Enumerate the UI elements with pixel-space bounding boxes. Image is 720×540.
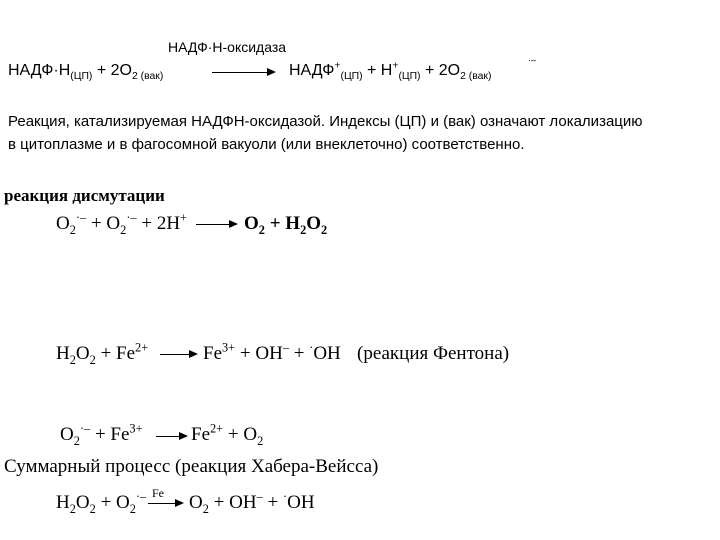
dismut-r-3: 2 [300,222,307,237]
caption-line-1: Реакция, катализируемая НАДФН-оксидазой. Индексы (ЦП) и (вак) означают локализацию [8,113,643,130]
hw-l-3: 2 [89,501,96,516]
reaction-4-right [191,421,264,448]
r4-r-2: + O [223,424,258,445]
hw-l-1: 2 [69,501,76,516]
product-nadp: НАДФ [289,62,335,79]
reaction-1-left [8,62,164,83]
reaction-4-left [60,421,143,448]
haber-weiss-left [56,489,147,516]
fenton-r-3: – [282,340,289,355]
hw-l-2: O [75,492,90,513]
fenton-l-4: + Fe [95,343,136,364]
product-nadp-loc: (ЦП) [340,71,363,83]
r4-l-3: + Fe [90,424,130,445]
dismut-l-4: 2 [120,222,127,237]
fenton-l-3: 2 [89,352,96,367]
r4-r-3: 2 [257,433,264,448]
r4-l-2: ·– [79,421,91,436]
haber-weiss-right [189,489,315,516]
fenton-l-1: 2 [69,352,76,367]
product-proton: + Н [367,62,393,79]
fenton-r-5: · [309,340,314,355]
haber-weiss-title: Суммарный процесс (реакция Хабера-Вейсса) [4,456,379,477]
dismut-l-0: O [56,213,70,234]
caption-line-2: в цитоплазме и в фагосомной вакуоли (или внеклеточно) соответственно. [8,136,525,153]
hw-r-4: + [262,492,283,513]
fenton-l-2: O [75,343,90,364]
dismut-r-1: 2 [258,222,265,237]
reactant-nadph: НАДФ·Н [8,62,71,79]
dismut-r-2: + H [264,213,301,234]
product-superoxide: + 2O [424,62,461,79]
product-proton-charge: + [392,60,399,72]
fenton-right [203,340,341,364]
dismutation-title: реакция дисмутации [4,186,165,205]
fenton-left [56,340,149,367]
dismut-l-2: ·– [75,210,87,225]
fenton-r-4: + [288,343,310,364]
r4-r-0: Fe [191,424,210,445]
haber-weiss-arrow [148,503,182,504]
hw-l-4: + O [95,492,130,513]
hw-r-6: OH [287,492,315,513]
haber-weiss-catalyst: Fe [152,486,164,500]
hw-r-0: O [189,492,203,513]
dismut-r-4: O [306,213,322,234]
dismut-r-0: O [244,213,259,234]
superoxide-mark: ·– [528,55,537,65]
r4-r-1: 2+ [210,421,224,436]
hw-l-5: 2 [129,501,136,516]
hw-r-5: · [282,489,288,504]
reaction-4-arrow [156,436,186,437]
r4-l-4: 3+ [129,421,143,436]
dismutation-left [56,210,188,237]
dismut-l-6: + 2H [136,213,181,234]
hw-r-3: – [256,489,263,504]
fenton-l-0: H [56,343,70,364]
hw-l-0: H [56,492,70,513]
reaction-1-arrow [212,72,274,73]
r4-l-1: 2 [73,433,80,448]
product-proton-loc: (ЦП) [398,71,421,83]
fenton-r-6: OH [313,343,341,364]
dismut-l-3: + O [86,213,121,234]
fenton-r-2: + OH [235,343,283,364]
r4-l-0: O [60,424,74,445]
dismut-l-5: ·– [126,210,137,225]
reaction-1-right [289,60,492,83]
product-superoxide-loc: 2 (вак) [460,71,492,83]
reactant-oxygen-loc: 2 (вак) [131,71,164,83]
fenton-l-5: 2+ [135,340,149,355]
dismut-r-5: 2 [321,222,328,237]
dismutation-arrow [196,224,236,225]
fenton-arrow [160,354,196,355]
dismut-l-1: 2 [69,222,76,237]
hw-r-1: 2 [202,501,209,516]
dismutation-right [244,213,328,237]
fenton-r-0: Fe [203,343,222,364]
dismut-l-7: + [180,210,188,225]
reactant-oxygen: + 2O [96,62,132,79]
product-nadp-charge: + [334,60,341,72]
fenton-label: (реакция Фентона) [357,343,510,364]
enzyme-label: НАДФ·Н-оксидаза [168,39,287,55]
fenton-r-1: 3+ [222,340,236,355]
hw-l-6: ·– [135,489,147,504]
reactant-nadph-loc: (ЦП) [70,71,93,83]
hw-r-2: + OH [208,492,257,513]
